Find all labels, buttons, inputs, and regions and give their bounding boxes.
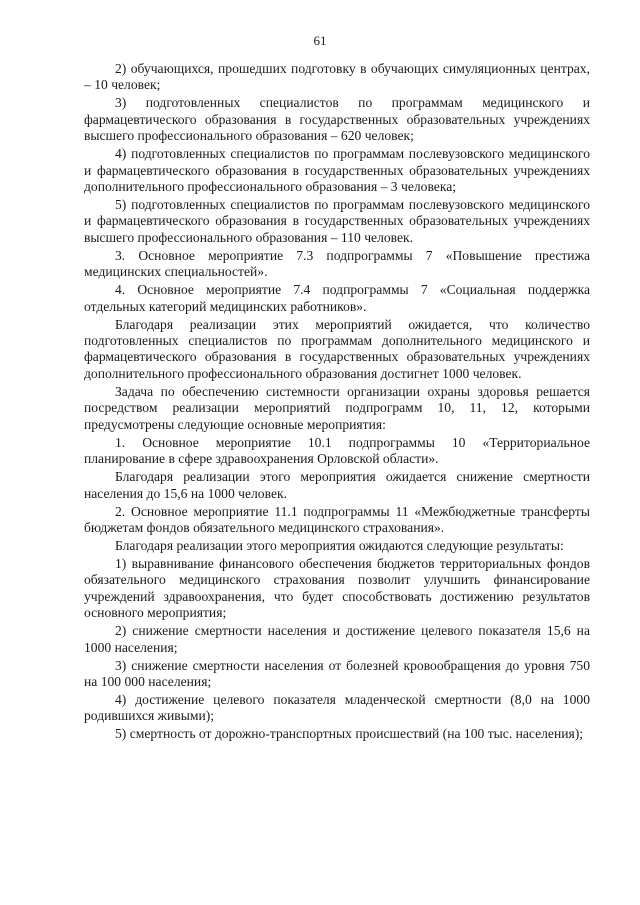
paragraph: 4) подготовленных специалистов по программам послевузовского медицинского и фармацевтического образования в государственных образовательных учреждениях дополнительного профессионального образования – 3 человека; <box>84 146 590 195</box>
paragraph: 3) снижение смертности населения от болезней кровообращения до уровня 750 на 100 000 населения; <box>84 657 590 689</box>
paragraph: 2. Основное мероприятие 11.1 подпрограммы 11 «Межбюджетные трансферты бюджетам фондов обязательного медицинского страхования». <box>84 503 590 535</box>
paragraph: 2) снижение смертности населения и достижение целевого показателя 15,6 на 1000 населения; <box>84 623 590 655</box>
paragraph: 5) подготовленных специалистов по программам послевузовского медицинского и фармацевтического образования в государственных образовательных учреждениях высшего профессионального образования – 110 человек. <box>84 197 590 245</box>
paragraph: 5) смертность от дорожно-транспортных происшествий (на 100 тыс. населения); <box>115 726 584 742</box>
paragraph: Благодаря реализации этого мероприятия ожидается снижение смертности населения до 15,6 на 1000 человек. <box>84 469 590 501</box>
paragraph: 3. Основное мероприятие 7.3 подпрограммы 7 «Повышение престижа медицинских специальностей». <box>84 247 590 280</box>
document-body <box>84 61 590 744</box>
paragraph: Благодаря реализации этих мероприятий ожидается, что количество подготовленных специалистов по программам дополнительного медицинского и фармацевтического образования в государственных образовательных учреждениях дополнительного профессионального образования достигнет 1000 человек. <box>84 316 590 381</box>
paragraph: 4) достижение целевого показателя младенческой смертности (8,0 на 1000 родившихся живыми); <box>84 691 590 724</box>
paragraph: Благодаря реализации этого мероприятия ожидаются следующие результаты: <box>115 537 564 553</box>
paragraph: 1. Основное мероприятие 10.1 подпрограммы 10 «Территориальное планирование в сфере здравоохранения Орловской области». <box>84 434 590 467</box>
paragraph: 2) обучающихся, прошедших подготовку в обучающих симуляционных центрах, – 10 человек; <box>84 61 590 93</box>
paragraph: 3) подготовленных специалистов по программам медицинского и фармацевтического образования в государственных образовательных учреждениях высшего профессионального образования – 620 человек; <box>84 95 590 144</box>
paragraph: 1) выравнивание финансового обеспечения бюджетов территориальных фондов обязательного медицинского страхования позволит улучшить финансирование учреждений здравоохранения, что будет способствовать достижению результатов основного мероприятия; <box>84 555 590 621</box>
paragraph: Задача по обеспечению системности организации охраны здоровья решается посредством реализации мероприятий подпрограмм 10, 11, 12, которыми предусмотрены следующие основные мероприятия: <box>84 383 590 432</box>
page-number: 61 <box>313 33 327 48</box>
paragraph: 4. Основное мероприятие 7.4 подпрограммы 7 «Социальная поддержка отдельных категорий медицинских работников». <box>84 282 590 314</box>
